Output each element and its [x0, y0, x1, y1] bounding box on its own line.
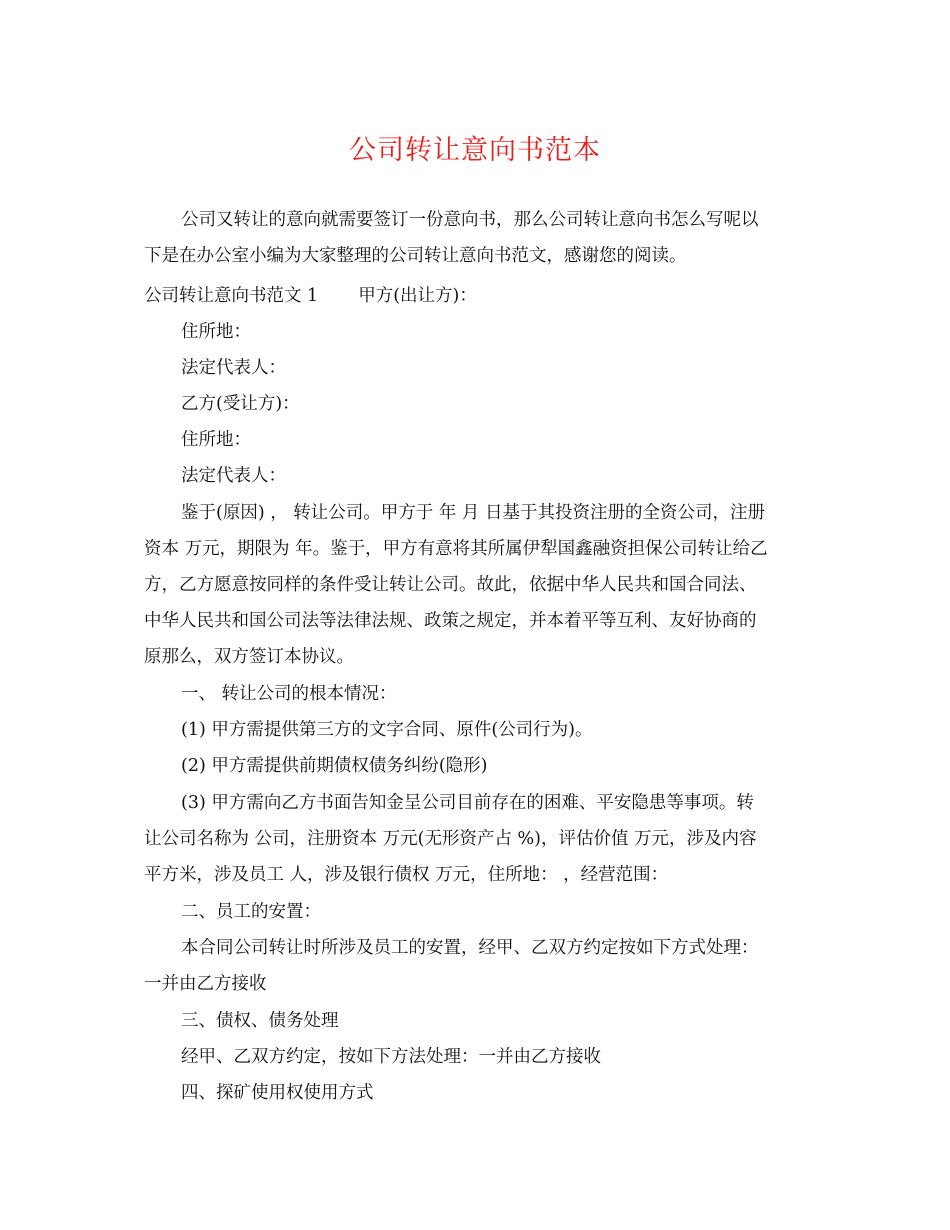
paragraph-line: 方，乙方愿意按同样的条件受让转让公司。故此，依据中华人民共和国合同法、 [144, 575, 757, 595]
paragraph-line: 资本 万元，期限为 年。鉴于，甲方有意将其所属伊犁国鑫融资担保公司转让给乙 [144, 539, 768, 559]
party-b-label: 乙方(受让方)： [181, 394, 300, 414]
section-heading-3: 三、债权、债务处理 [181, 1011, 339, 1031]
paragraph-line: 本合同公司转让时所涉及员工的安置，经甲、乙双方约定按如下方式处理： [181, 938, 759, 958]
sample-heading-title: 公司转让意向书范文 1 [144, 286, 319, 306]
paragraph-line: 一并由乙方接收 [144, 974, 267, 994]
paragraph-line: 原那么，双方签订本协议。 [144, 647, 354, 667]
paragraph-line: 平方米，涉及员工 人，涉及银行债权 万元，住所地： ，经营范围： [144, 865, 669, 885]
list-item-2: (2) 甲方需提供前期债权债务纠纷(隐形) [181, 756, 488, 776]
list-item-3: (3) 甲方需向乙方书面告知金呈公司目前存在的困难、平安隐患等事项。转 [181, 793, 754, 813]
paragraph-line: 让公司名称为 公司，注册资本 万元(无形资产占 %)，评估价值 万元，涉及内容 [144, 829, 757, 849]
section-heading-2: 二、员工的安置： [181, 902, 321, 922]
list-item-1: (1) 甲方需提供第三方的文字合同、原件(公司行为)。 [181, 720, 593, 740]
party-a-label: 甲方(出让方)： [358, 286, 477, 306]
section-heading-1: 一、 转让公司的根本情况： [181, 684, 397, 704]
document-title: 公司转让意向书范本 [349, 135, 601, 166]
intro-line-2: 下是在办公室小编为大家整理的公司转让意向书范文，感谢您的阅读。 [144, 246, 687, 266]
party-a-address: 住所地： [181, 322, 251, 342]
party-b-representative: 法定代表人： [181, 466, 286, 486]
sample-heading [144, 284, 477, 308]
party-a-representative: 法定代表人： [181, 358, 286, 378]
paragraph-line: 鉴于(原因) ， 转让公司。甲方于 年 月 日基于其投资注册的全资公司，注册 [181, 503, 765, 523]
paragraph-line: 中华人民共和国公司法等法律法规、政策之规定，并本着平等互利、友好协商的 [144, 611, 757, 631]
party-b-address: 住所地： [181, 430, 251, 450]
intro-line-1: 公司又转让的意向就需要签订一份意向书，那么公司转让意向书怎么写呢以 [181, 210, 759, 230]
section-heading-4: 四、探矿使用权使用方式 [181, 1083, 374, 1103]
paragraph-line: 经甲、乙双方约定，按如下方法处理：一并由乙方接收 [181, 1047, 601, 1067]
